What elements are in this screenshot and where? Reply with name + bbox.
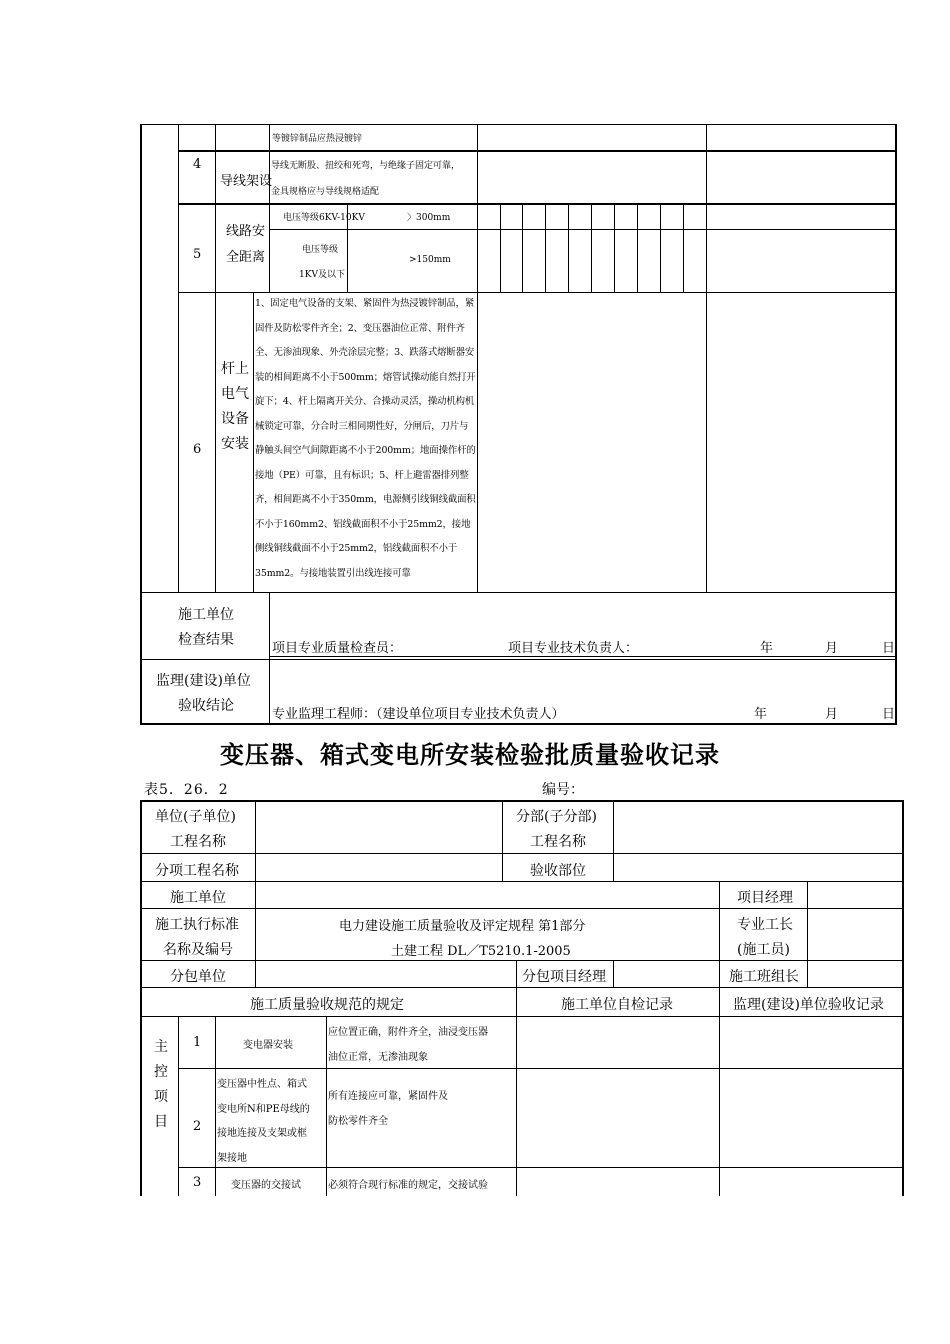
construction-label-line2: 检查结果 [178,632,234,648]
item5-number: 5 [193,247,202,262]
item6-name-line3: 设备 [221,411,249,427]
t2-item2-number: 2 [193,1119,202,1134]
sub-project-manager-label: 分包项目经理 [522,969,606,985]
standard-label-line1: 施工执行标准 [155,917,239,933]
main-control-char1: 主 [154,1039,168,1055]
t2-item1-desc-line2: 油位正常，无渗油现象 [328,1052,428,1063]
supervision-month: 月 [825,707,839,722]
t2-item1-name: 变电器安装 [243,1040,293,1051]
t2-item2-name-line2: 变电所N和PE母线的 [217,1104,310,1115]
standard-value-line2: 土建工程 DL／T5210.1-2005 [391,944,571,959]
supervision-year: 年 [754,707,768,722]
serial-number-label: 编号： [542,782,584,798]
item5-sub2-label-line2: 1KV及以下 [299,270,345,280]
item5-name-line2: 全距离 [226,250,266,265]
main-control-char2: 控 [154,1064,168,1080]
t2-item1-desc-line1: 应位置正确，附件齐全，油浸变压器 [328,1027,488,1038]
foreman-label-line1: 专业工长 [737,917,793,933]
construction-year: 年 [760,641,774,656]
supervision-engineer-label: 专业监理工程师：（建设单位项目专业技术负责人） [272,707,565,722]
project-manager-label: 项目经理 [737,890,793,906]
t2-item2-name-line1: 变压器中性点、箱式 [217,1079,307,1090]
item4-desc-line1: 导线无断股、扭绞和死弯，与绝缘子固定可靠， [271,161,461,171]
t2-item3-desc: 必须符合现行标准的规定，交接试验 [328,1180,488,1191]
item5-sub1-label: 电压等级6KV-10KV [283,213,365,223]
standard-label-line2: 名称及编号 [163,942,233,958]
item4-name: 导线架设 [220,174,273,189]
main-control-char4: 目 [154,1114,168,1130]
t2-item2-desc-line2: 防松零件齐全 [328,1116,388,1127]
main-control-char3: 项 [154,1089,168,1105]
standard-value-line1: 电力建设施工质量验收及评定规程 第1部分 [339,919,586,934]
construction-day: 日 [882,641,896,656]
tech-director-label: 项目专业技术负责人： [508,641,639,656]
t2-item1-number: 1 [193,1035,202,1050]
table-number: 表5．26．2 [144,782,229,798]
t2-item2-desc-line1: 所有连接应可靠，紧固件及 [328,1091,448,1102]
subitem-name-label: 分项工程名称 [155,863,239,879]
t2-item3-number: 3 [193,1175,202,1190]
acceptance-part-label: 验收部位 [530,863,586,879]
item5-sub2-value: >150mm [409,255,451,265]
t2-item3-name: 变压器的交接试 [231,1180,301,1191]
item5-name-line1: 线路安 [226,224,266,239]
unit-name-label-line2: 工程名称 [170,834,226,850]
spec-header: 施工质量验收规范的规定 [250,997,404,1013]
item4-desc-line2: 金具规格应与导线规格适配 [271,187,380,197]
document-title: 变压器、箱式变电所安装检验批质量验收记录 [220,741,720,769]
construction-label-line1: 施工单位 [178,607,234,623]
item6-desc: 1、固定电气设备的支架、紧固件为热浸镀锌制品，紧固件及防松零件齐全；2、变压器油位正常、附件齐全、无渗油现象、外壳涂层完整；3、跌落式熔断器安装的相间距离不小于500mm；熔管试操动能自然打开旋下；4、杆上隔离开关分、合操动灵活，操动机构机械锁定可靠，分合时三相同期性好，分闸后，刀片与静触头间空气间隙距离不小于200mm；地面操作杆的接地（PE）可靠，且有标识；5、杆上避雷器排列整齐，相间距离不小于350mm，电源侧引线铜线截面积不小于160mm2、铝线截面积不小于25mm2，接地侧线铜线截面不小于25mm2，铝线截面积不小于35mm2。与接地装置引出线连接可靠 [255,298,476,579]
quality-inspector-label: 项目专业质量检查员： [272,641,403,656]
supervision-label-line2: 验收结论 [178,698,234,714]
supervision-label-line1: 监理(建设)单位 [156,673,251,689]
self-check-header: 施工单位自检记录 [561,997,673,1013]
team-leader-label: 施工班组长 [729,969,799,985]
supervision-day: 日 [882,707,896,722]
item4-number: 4 [193,157,202,172]
row-top-text: 等镀锌制品应热浸镀锌 [272,134,363,144]
construction-month: 月 [825,641,839,656]
foreman-label-line2: (施工员) [737,942,790,958]
unit-name-label-line1: 单位(子单位) [155,809,236,825]
subcontractor-label: 分包单位 [170,969,226,985]
t2-item2-name-line3: 接地连接及支架或框 [217,1128,307,1139]
item5-sub1-value: 〉300mm [407,213,451,223]
division-label-line2: 工程名称 [530,834,586,850]
item6-number: 6 [193,442,202,457]
division-label-line1: 分部(子分部) [516,809,597,825]
constructor-label: 施工单位 [170,890,226,906]
t2-item2-name-line4: 架接地 [217,1153,247,1164]
supervision-record-header: 监理(建设)单位验收记录 [733,997,884,1013]
item6-name-line4: 安装 [221,436,249,452]
item5-sub2-label-line1: 电压等级 [302,245,339,255]
item6-name-line1: 杆上 [221,361,249,377]
item6-name-line2: 电气 [221,386,249,402]
